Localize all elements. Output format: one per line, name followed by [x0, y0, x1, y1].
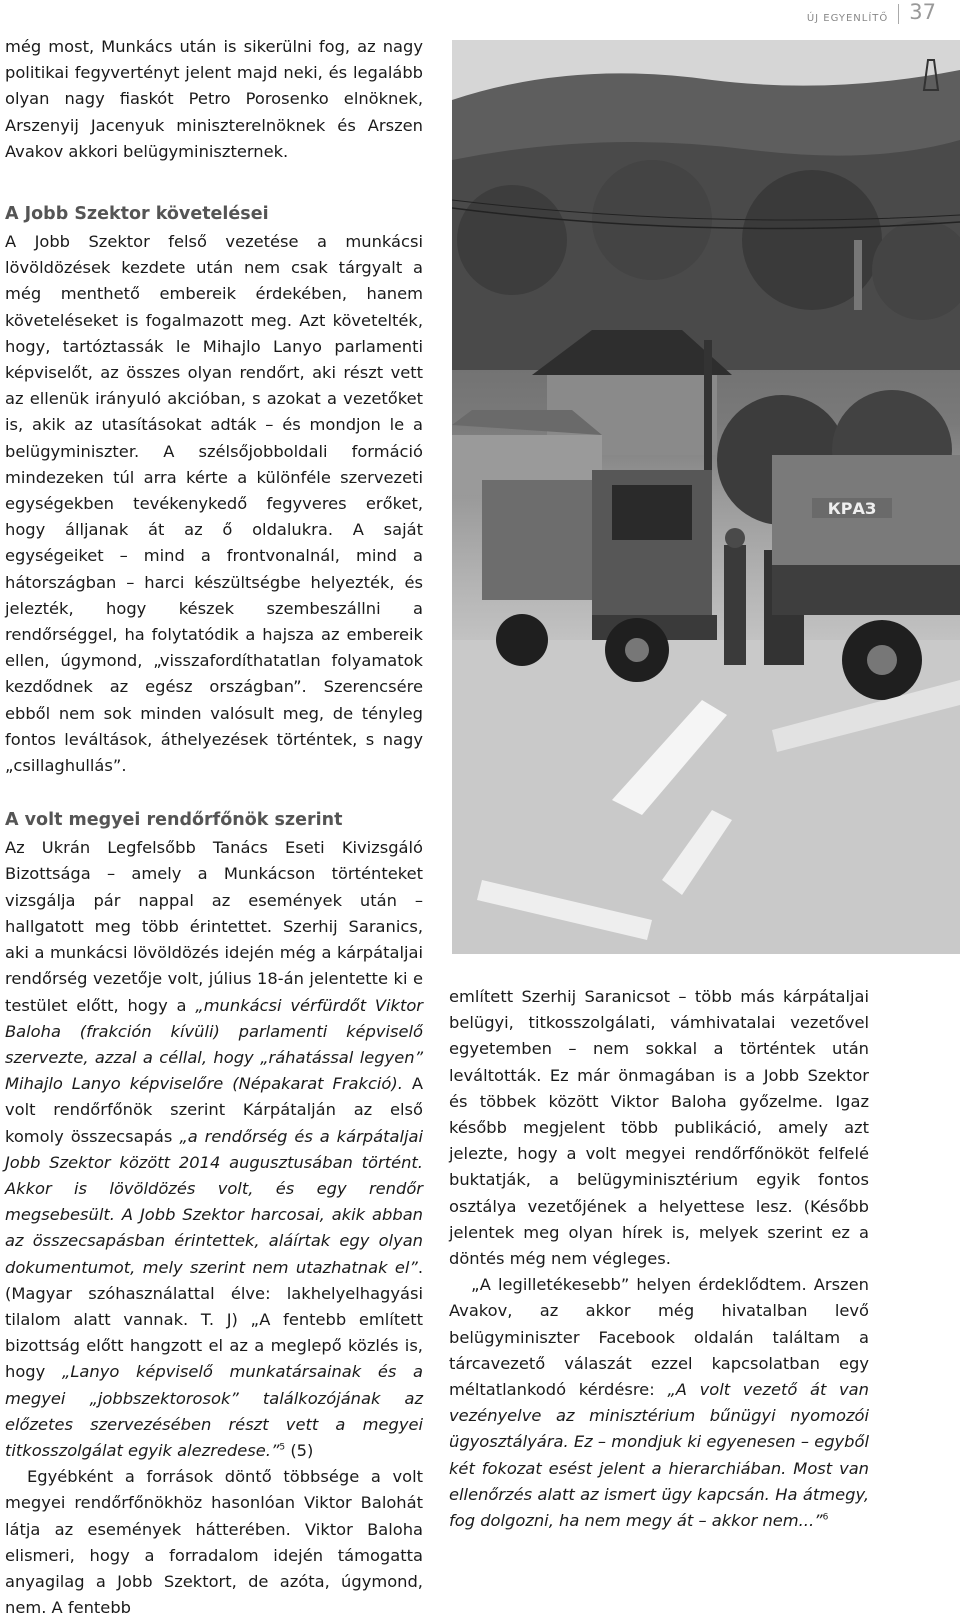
photo-scene [452, 40, 960, 954]
right-paragraph-1: említett Szerhij Saranicsot – több más kárpátaljai belügyi, titkosszolgálati, vámhivatalai vezetővel egyetemben – nem sokkal a történtek után leváltották. Ez már önmagában is a Jobb Szektor és többek között Viktor Baloha győzelme. Igaz később megjelent több publikáció, amely azt jelezte, hogy a volt megyei rendőrfőnököt felfelé buktatják, a belügyminisztérium egyik fontos osztálya vezetőjének a helyettese lesz. (Később jelentek meg olyan hírek is, melyek szerint ez a döntés még nem végleges. [449, 987, 869, 1269]
section2-paragraph-2: Egyébként a források döntő többsége a volt megyei rendőrfőnökhöz hasonlóan Viktor Balohát látja az események hátterében. Viktor Baloha elismeri, hogy a forradalom idején támogatta anyagilag a Jobb Szektort, de azóta, úgymond, nem. A fentebb [5, 1467, 423, 1618]
section2-heading: A volt megyei rendőrfőnök szerint [5, 810, 343, 831]
footnote-5-ref: 5 [279, 1442, 286, 1453]
section2-paragraph-1 [5, 835, 423, 1464]
page-header [807, 0, 936, 24]
truck-plate-text: КРАЗ [827, 499, 877, 518]
footnote-6-ref: 6 [822, 1512, 829, 1523]
s2-quote-f: „Lanyo képviselő munkatársainak és a megyei „jobbszektorosok” találkozójának az előzetes szervezésében részt vett a megyei titkosszolgálat egyik alezredese.” [5, 1362, 423, 1460]
s2-text-a: Az Ukrán Legfelsőbb Tanács Eseti Kivizsgáló Bizottsága – amely a Munkácson történteket vizsgálja pár nappal az események után – hallgatott meg több érintettet. Szerhij Saranics, aki a munkácsi lövöldözés idején még a kárpátaljai rendőrség vezetője volt, július 18-án jelentette ki e testület előtt, hogy a [5, 838, 423, 1015]
section1-heading: A Jobb Szektor követelései [5, 204, 269, 225]
r2-quote-b: „A volt vezető át van vezényelve az minisztérium bűnügyi nyomozói ügyosztályára. Ez – mondjuk ki egyenesen – egyből két fokozat esést jelent a hierarchiában. Most van ellenőrzés alatt az ismert ügy kapcsán. Ha átmegy, fog dolgozni, ha nem megy át – akkor nem...” [449, 1380, 869, 1531]
header-divider [898, 4, 899, 24]
section1-body: A Jobb Szektor felső vezetése a munkácsi lövöldözések kezdete után nem csak tárgyalt a még menthető embereik érdekében, hanem követeléseket is fogalmazott meg. Azt követelték, hogy, tartóztassák le Mihajlo Lanyo parlamenti képviselőt, az összes olyan rendőrt, aki részt vett az ellenük irányuló akcióban, s azokat a vezetőket is, akik az utasításokat adták – és mondjon le a belügyminiszter. A szélsőjobboldali formáció mindezeken túl arra kérte a különféle szervezeti egységekben tevékenykedő fegyveres erőket, hogy álljanak át az ő oldalukra. A saját egységeiket – mind a frontvonalnál, mind a hátországban – harci készültségbe helyezték, és jelezték, hogy készek szembeszállni a rendőrséggel, ha folytatódik a hajsza az embereik ellen, úgymond, „visszafordíthatatlan folyamatok kezdődnek az egész országban”. Szerencsére ebből nem sok minden valósult meg, de tényleg fontos leváltások, áthelyezések történtek, s nagy „csillaghullás”. [5, 232, 423, 776]
r2-text-a: „A legilletékesebb” helyen érdeklődtem. Arszen Avakov, az akkor még hivatalban levő belügyminiszter Facebook oldalán találtam a tárcavezető válaszát ezzel kapcsolatban egy méltatlankodó kérdésre: [449, 1275, 869, 1400]
right-paragraph-2 [449, 1272, 869, 1534]
s2-quote-d: „a rendőrség és a kárpátaljai Jobb Szektor között 2014 augusztusában történt. Akkor is lövöldözés volt, és egy rendőr megsebesült. A Jobb Szektor harcosai, akik abban az összecsapásban érintettek, aláírtak egy olyan dokumentumot, mely szerint nem utazhatnak el” [5, 1126, 424, 1277]
publication-name: ÚJ EGYENLÍTŐ [806, 13, 889, 24]
intro-paragraph: még most, Munkács után is sikerülni fog, az nagy politikai fegyvertényt jelent majd neki, és legalább olyan nagy fiaskót Petro Porosenko elnöknek, Arszenyij Jacenyuk miniszterelnöknek és Arszen Avakov akkori belügyminiszternek. [5, 37, 423, 161]
s2-text-g: (5) [285, 1440, 314, 1460]
s2-quote-b: „munkácsi vérfürdőt Viktor Baloha (frakción kívüli) parlamenti képviselő szervezte, azzal a céllal, hogy „ráhatással legyen” Mihajlo Lanyo képviselőre (Népakarat Frakció). [5, 995, 423, 1094]
news-photo [452, 40, 960, 954]
s2-text-e: . (Magyar szóhasználattal élve: lakhelyelhagyási tilalom alatt vannak. T. J) „A fentebb említett bizottság előtt hangzott el az a meglepő közlés is, hogy [5, 1257, 423, 1382]
right-column [449, 984, 869, 1534]
left-column [5, 34, 423, 1621]
page-number: 37 [909, 0, 936, 24]
s2-text-c: A volt rendőrfőnök szerint Kárpátalján az első komoly összecsapás [5, 1074, 423, 1146]
